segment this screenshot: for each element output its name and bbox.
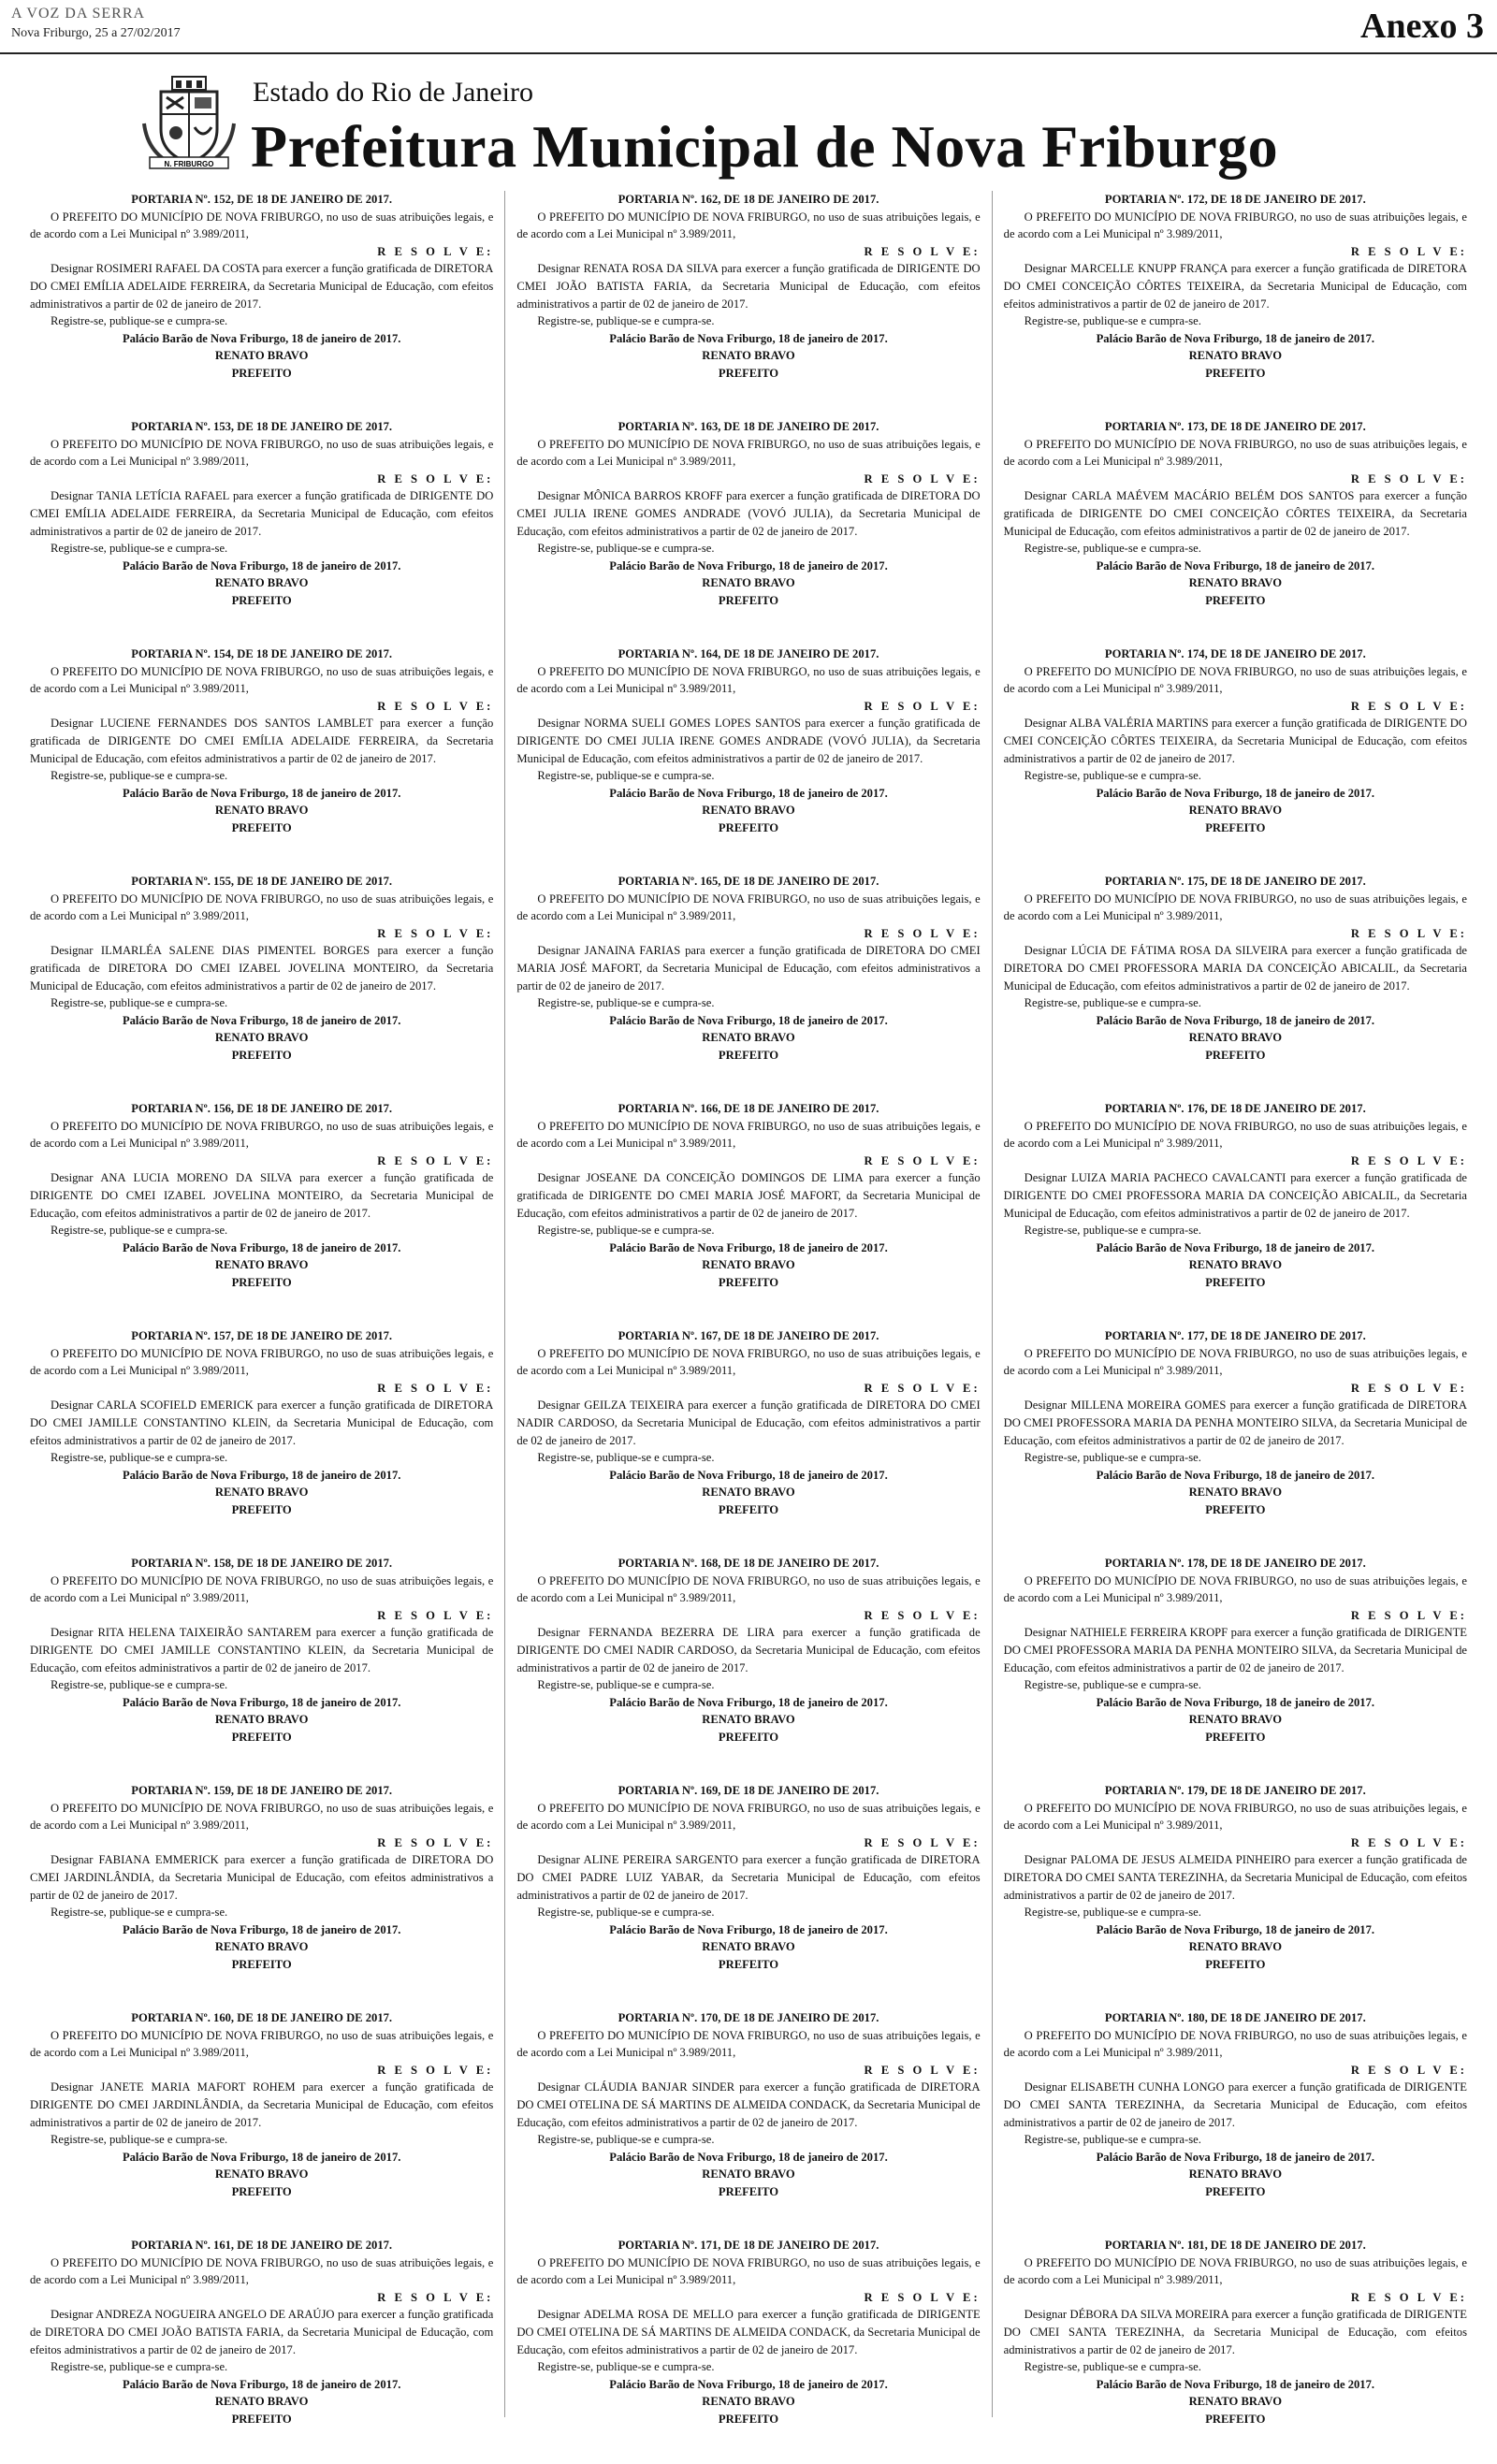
signer-role: PREFEITO (718, 1957, 779, 1971)
signer-role: PREFEITO (231, 820, 292, 834)
signer-role: PREFEITO (718, 1502, 779, 1516)
signer-role: PREFEITO (718, 2184, 779, 2198)
portaria-body: Designar LUCIENE FERNANDES DOS SANTOS LAMBLET para exercer a função gratificada de DIRIGENTE DO CMEI EMÍLIA ADELAIDE FERREIRA, da Secretaria Municipal de Educação, com efeitos administrativos a partir de 02 de janeiro de 2017. (30, 717, 494, 765)
resolve-label: R E S O L V E: (1350, 2063, 1467, 2077)
portaria-title: PORTARIA Nº. 167, DE 18 DE JANEIRO DE 2017. (618, 1329, 879, 1342)
portaria-block (516, 1100, 980, 1327)
portaria-body: Designar NATHIELE FERREIRA KROPF para exercer a função gratificada de DIRIGENTE DO CMEI PROFESSORA MARIA DA PENHA MONTEIRO SILVA, da Secretaria Municipal de Educação, com efeitos administrativos a partir de 02 de janeiro de 2017. (1003, 1626, 1467, 1674)
signer-role: PREFEITO (231, 1048, 292, 1062)
resolve-label: R E S O L V E: (1350, 244, 1467, 258)
portaria-intro: O PREFEITO DO MUNICÍPIO DE NOVA FRIBURGO, no uso de suas atribuições legais, e de acordo com a Lei Municipal nº 3.989/2011, (516, 1573, 981, 1605)
register-line: Registre-se, publique-se e cumpra-se. (1024, 314, 1201, 328)
portaria-body: Designar LUIZA MARIA PACHECO CAVALCANTI para exercer a função gratificada de DIRIGENTE DO CMEI PROFESSORA MARIA DA CONCEIÇÃO ABICALIL, da Secretaria Municipal de Educação, com efeitos administrativos a partir de 02 de janeiro de 2017. (1003, 1171, 1467, 1220)
palace-date-line: Palácio Barão de Nova Friburgo, 18 de janeiro de 2017. (1096, 558, 1375, 573)
signer-role: PREFEITO (1205, 1957, 1266, 1971)
portaria-title: PORTARIA Nº. 160, DE 18 DE JANEIRO DE 2017. (131, 2011, 393, 2024)
register-line: Registre-se, publique-se e cumpra-se. (1024, 1451, 1201, 1465)
resolve-label: R E S O L V E: (377, 1835, 494, 1849)
signer-role: PREFEITO (718, 820, 779, 834)
portaria-block (1004, 2009, 1467, 2237)
portaria-body: Designar ELISABETH CUNHA LONGO para exercer a função gratificada de DIRIGENTE DO CMEI SANTA TEREZINHA, da Secretaria Municipal de Educação, com efeitos administrativos a partir de 02 de janeiro de 2017. (1003, 2080, 1467, 2129)
portaria-title: PORTARIA Nº. 163, DE 18 DE JANEIRO DE 2017. (618, 420, 879, 433)
portaria-title: PORTARIA Nº. 156, DE 18 DE JANEIRO DE 2017. (131, 1102, 393, 1115)
signer-role: PREFEITO (1205, 366, 1266, 380)
portaria-body: Designar MÔNICA BARROS KROFF para exercer a função gratificada de DIRETORA DO CMEI JULIA IRENE GOMES ANDRADE (VOVÓ JULIA), da Secretaria Municipal de Educação, com efeitos administrativos a partir de 02 de janeiro de 2017. (516, 489, 981, 538)
portaria-block (30, 873, 493, 1100)
portaria-block (30, 1782, 493, 2009)
signer-name: RENATO BRAVO (1188, 1486, 1283, 1500)
register-line: Registre-se, publique-se e cumpra-se. (51, 1224, 228, 1238)
resolve-label: R E S O L V E: (864, 926, 981, 940)
resolve-label: R E S O L V E: (377, 1381, 494, 1395)
resolve-label: R E S O L V E: (864, 2290, 981, 2304)
register-line: Registre-se, publique-se e cumpra-se. (537, 314, 715, 328)
page-title: Prefeitura Municipal de Nova Friburgo (251, 113, 1279, 180)
portaria-body: Designar RENATA ROSA DA SILVA para exercer a função gratificada de DIRIGENTE DO CMEI JOÃO BATISTA FARIA, da Secretaria Municipal de Educação, com efeitos administrativos a partir de 02 de janeiro de 2017. (516, 262, 981, 311)
resolve-label: R E S O L V E: (864, 1381, 981, 1395)
portaria-block (1004, 1327, 1467, 1555)
signer-role: PREFEITO (231, 2184, 292, 2198)
signer-name: RENATO BRAVO (702, 1031, 795, 1045)
signer-name: RENATO BRAVO (1188, 576, 1283, 590)
palace-date-line: Palácio Barão de Nova Friburgo, 18 de janeiro de 2017. (609, 1695, 888, 1709)
register-line: Registre-se, publique-se e cumpra-se. (1024, 1678, 1201, 1692)
signer-name: RENATO BRAVO (702, 2395, 795, 2409)
register-line: Registre-se, publique-se e cumpra-se. (51, 2133, 228, 2147)
portaria-intro: O PREFEITO DO MUNICÍPIO DE NOVA FRIBURGO, no uso de suas atribuições legais, e de acordo com a Lei Municipal nº 3.989/2011, (30, 1346, 494, 1378)
portaria-body: Designar JANAINA FARIAS para exercer a função gratificada de DIRETORA DO CMEI MARIA JOSÉ MAFORT, da Secretaria Municipal de Educação, com efeitos administrativos a partir de 02 de janeiro de 2017. (516, 944, 981, 993)
signer-role: PREFEITO (718, 593, 779, 607)
signer-name: RENATO BRAVO (702, 2167, 795, 2181)
register-line: Registre-se, publique-se e cumpra-se. (51, 1451, 228, 1465)
register-line: Registre-se, publique-se e cumpra-se. (51, 996, 228, 1010)
register-line: Registre-se, publique-se e cumpra-se. (537, 1906, 715, 1920)
newspaper-header (0, 0, 1497, 54)
palace-date-line: Palácio Barão de Nova Friburgo, 18 de janeiro de 2017. (1096, 1240, 1375, 1254)
signer-role: PREFEITO (718, 366, 779, 380)
signer-role: PREFEITO (231, 1502, 292, 1516)
state-name: Estado do Rio de Janeiro (253, 77, 533, 108)
resolve-label: R E S O L V E: (864, 244, 981, 258)
resolve-label: R E S O L V E: (864, 471, 981, 486)
register-line: Registre-se, publique-se e cumpra-se. (51, 1678, 228, 1692)
palace-date-line: Palácio Barão de Nova Friburgo, 18 de janeiro de 2017. (609, 331, 888, 345)
portaria-title: PORTARIA Nº. 153, DE 18 DE JANEIRO DE 2017. (131, 420, 393, 433)
register-line: Registre-se, publique-se e cumpra-se. (51, 1906, 228, 1920)
signer-name: RENATO BRAVO (702, 1713, 795, 1727)
portaria-intro: O PREFEITO DO MUNICÍPIO DE NOVA FRIBURGO, no uso de suas atribuições legais, e de acordo com a Lei Municipal nº 3.989/2011, (1003, 1346, 1467, 1378)
portaria-title: PORTARIA Nº. 162, DE 18 DE JANEIRO DE 2017. (618, 193, 879, 206)
portaria-intro: O PREFEITO DO MUNICÍPIO DE NOVA FRIBURGO, no uso de suas atribuições legais, e de acordo com a Lei Municipal nº 3.989/2011, (516, 437, 981, 469)
portaria-block (1004, 191, 1467, 418)
portaria-intro: O PREFEITO DO MUNICÍPIO DE NOVA FRIBURGO, no uso de suas atribuições legais, e de acordo com a Lei Municipal nº 3.989/2011, (1003, 891, 1467, 923)
signer-name: RENATO BRAVO (702, 349, 795, 363)
palace-date-line: Palácio Barão de Nova Friburgo, 18 de janeiro de 2017. (122, 1240, 401, 1254)
resolve-label: R E S O L V E: (377, 926, 494, 940)
register-line: Registre-se, publique-se e cumpra-se. (537, 769, 715, 783)
portaria-title: PORTARIA Nº. 169, DE 18 DE JANEIRO DE 2017. (618, 1784, 879, 1797)
signer-name: RENATO BRAVO (702, 1258, 795, 1272)
portaria-block (1004, 1555, 1467, 1782)
signer-name: RENATO BRAVO (214, 2167, 309, 2181)
portaria-intro: O PREFEITO DO MUNICÍPIO DE NOVA FRIBURGO, no uso de suas atribuições legais, e de acordo com a Lei Municipal nº 3.989/2011, (1003, 437, 1467, 469)
portaria-block (30, 2009, 493, 2237)
resolve-label: R E S O L V E: (377, 2290, 494, 2304)
portaria-title: PORTARIA Nº. 171, DE 18 DE JANEIRO DE 2017. (618, 2239, 879, 2252)
portaria-intro: O PREFEITO DO MUNICÍPIO DE NOVA FRIBURGO, no uso de suas atribuições legais, e de acordo com a Lei Municipal nº 3.989/2011, (30, 210, 494, 241)
palace-date-line: Palácio Barão de Nova Friburgo, 18 de janeiro de 2017. (1096, 1695, 1375, 1709)
signer-name: RENATO BRAVO (214, 1713, 309, 1727)
resolve-label: R E S O L V E: (1350, 1153, 1467, 1167)
palace-date-line: Palácio Barão de Nova Friburgo, 18 de janeiro de 2017. (609, 1922, 888, 1936)
palace-date-line: Palácio Barão de Nova Friburgo, 18 de janeiro de 2017. (1096, 1013, 1375, 1027)
signer-name: RENATO BRAVO (702, 1486, 795, 1500)
portaria-block (516, 1327, 980, 1555)
palace-date-line: Palácio Barão de Nova Friburgo, 18 de janeiro de 2017. (1096, 1922, 1375, 1936)
portaria-intro: O PREFEITO DO MUNICÍPIO DE NOVA FRIBURGO, no uso de suas atribuições legais, e de acordo com a Lei Municipal nº 3.989/2011, (1003, 2255, 1467, 2287)
palace-date-line: Palácio Barão de Nova Friburgo, 18 de janeiro de 2017. (1096, 1468, 1375, 1482)
signer-name: RENATO BRAVO (214, 349, 309, 363)
signer-role: PREFEITO (1205, 1275, 1266, 1289)
resolve-label: R E S O L V E: (377, 471, 494, 486)
portaria-body: Designar JOSEANE DA CONCEIÇÃO DOMINGOS DE LIMA para exercer a função gratificada de DIRIGENTE DO CMEI MARIA JOSÉ MAFORT, da Secretaria Municipal de Educação, com efeitos administrativos a partir de 02 de janeiro de 2017. (516, 1171, 981, 1220)
portaria-intro: O PREFEITO DO MUNICÍPIO DE NOVA FRIBURGO, no uso de suas atribuições legais, e de acordo com a Lei Municipal nº 3.989/2011, (1003, 664, 1467, 696)
resolve-label: R E S O L V E: (1350, 699, 1467, 713)
portaria-intro: O PREFEITO DO MUNICÍPIO DE NOVA FRIBURGO, no uso de suas atribuições legais, e de acordo com a Lei Municipal nº 3.989/2011, (30, 1801, 494, 1833)
signer-role: PREFEITO (231, 1275, 292, 1289)
portaria-block (1004, 2237, 1467, 2464)
portaria-body: Designar CLÁUDIA BANJAR SINDER para exercer a função gratificada de DIRETORA DO CMEI OTELINA DE SÁ MARTINS DE ALMEIDA CONDACK, da Secretaria Municipal de Educação, com efeitos administrativos a partir de 02 de janeiro de 2017. (516, 2080, 981, 2129)
portaria-intro: O PREFEITO DO MUNICÍPIO DE NOVA FRIBURGO, no uso de suas atribuições legais, e de acordo com a Lei Municipal nº 3.989/2011, (30, 1573, 494, 1605)
portaria-body: Designar FERNANDA BEZERRA DE LIRA para exercer a função gratificada de DIRIGENTE DO CMEI NADIR CARDOSO, da Secretaria Municipal de Educação, com efeitos administrativos a partir de 02 de janeiro de 2017. (516, 1626, 981, 1674)
signer-name: RENATO BRAVO (1188, 2167, 1283, 2181)
signer-name: RENATO BRAVO (214, 1940, 309, 1954)
portaria-block (30, 1100, 493, 1327)
palace-date-line: Palácio Barão de Nova Friburgo, 18 de janeiro de 2017. (609, 1240, 888, 1254)
portaria-body: Designar DÉBORA DA SILVA MOREIRA para exercer a função gratificada de DIRIGENTE DO CMEI SANTA TEREZINHA, da Secretaria Municipal de Educação, com efeitos administrativos a partir de 02 de janeiro de 2017. (1003, 2308, 1467, 2356)
signer-name: RENATO BRAVO (1188, 1713, 1283, 1727)
signer-name: RENATO BRAVO (1188, 1031, 1283, 1045)
portaria-title: PORTARIA Nº. 174, DE 18 DE JANEIRO DE 2017. (1104, 647, 1366, 660)
signer-role: PREFEITO (231, 2412, 292, 2426)
portaria-title: PORTARIA Nº. 166, DE 18 DE JANEIRO DE 2017. (618, 1102, 879, 1115)
portaria-intro: O PREFEITO DO MUNICÍPIO DE NOVA FRIBURGO, no uso de suas atribuições legais, e de acordo com a Lei Municipal nº 3.989/2011, (1003, 210, 1467, 241)
register-line: Registre-se, publique-se e cumpra-se. (1024, 1906, 1201, 1920)
portaria-body: Designar LÚCIA DE FÁTIMA ROSA DA SILVEIRA para exercer a função gratificada de DIRETORA DO CMEI PROFESSORA MARIA DA CONCEIÇÃO ABICALIL, da Secretaria Municipal de Educação, com efeitos administrativos a partir de 02 de janeiro de 2017. (1003, 944, 1467, 993)
signer-name: RENATO BRAVO (214, 576, 309, 590)
portaria-body: Designar NORMA SUELI GOMES LOPES SANTOS para exercer a função gratificada de DIRIGENTE DO CMEI JULIA IRENE GOMES ANDRADE (VOVÓ JULIA), da Secretaria Municipal de Educação, com efeitos administrativos a partir de 02 de janeiro de 2017. (516, 717, 981, 765)
portaria-intro: O PREFEITO DO MUNICÍPIO DE NOVA FRIBURGO, no uso de suas atribuições legais, e de acordo com a Lei Municipal nº 3.989/2011, (516, 210, 981, 241)
resolve-label: R E S O L V E: (1350, 1835, 1467, 1849)
column-2 (504, 191, 991, 2426)
portaria-intro: O PREFEITO DO MUNICÍPIO DE NOVA FRIBURGO, no uso de suas atribuições legais, e de acordo com a Lei Municipal nº 3.989/2011, (30, 2255, 494, 2287)
portaria-body: Designar TANIA LETÍCIA RAFAEL para exercer a função gratificada de DIRIGENTE DO CMEI EMÍLIA ADELAIDE FERREIRA, da Secretaria Municipal de Educação, com efeitos administrativos a partir de 02 de janeiro de 2017. (30, 489, 494, 538)
portaria-body: Designar MILLENA MOREIRA GOMES para exercer a função gratificada de DIRETORA DO CMEI PROFESSORA MARIA DA PENHA MONTEIRO SILVA, da Secretaria Municipal de Educação, com efeitos administrativos a partir de 02 de janeiro de 2017. (1003, 1399, 1467, 1447)
palace-date-line: Palácio Barão de Nova Friburgo, 18 de janeiro de 2017. (122, 331, 401, 345)
signer-role: PREFEITO (718, 1048, 779, 1062)
portaria-title: PORTARIA Nº. 158, DE 18 DE JANEIRO DE 2017. (131, 1557, 393, 1570)
portaria-block (516, 645, 980, 873)
palace-date-line: Palácio Barão de Nova Friburgo, 18 de janeiro de 2017. (1096, 2377, 1375, 2391)
portaria-block (1004, 1100, 1467, 1327)
crest-caption: N. FRIBURGO (164, 160, 214, 168)
palace-date-line: Palácio Barão de Nova Friburgo, 18 de janeiro de 2017. (122, 1468, 401, 1482)
portaria-title: PORTARIA Nº. 157, DE 18 DE JANEIRO DE 2017. (131, 1329, 393, 1342)
register-line: Registre-se, publique-se e cumpra-se. (1024, 2360, 1201, 2374)
portaria-intro: O PREFEITO DO MUNICÍPIO DE NOVA FRIBURGO, no uso de suas atribuições legais, e de acordo com a Lei Municipal nº 3.989/2011, (516, 664, 981, 696)
palace-date-line: Palácio Barão de Nova Friburgo, 18 de janeiro de 2017. (1096, 786, 1375, 800)
register-line: Registre-se, publique-se e cumpra-se. (1024, 769, 1201, 783)
register-line: Registre-se, publique-se e cumpra-se. (51, 2360, 228, 2374)
portaria-title: PORTARIA Nº. 154, DE 18 DE JANEIRO DE 2017. (131, 647, 393, 660)
portaria-title: PORTARIA Nº. 172, DE 18 DE JANEIRO DE 2017. (1104, 193, 1366, 206)
palace-date-line: Palácio Barão de Nova Friburgo, 18 de janeiro de 2017. (122, 558, 401, 573)
portaria-title: PORTARIA Nº. 159, DE 18 DE JANEIRO DE 2017. (131, 1784, 393, 1797)
portaria-title: PORTARIA Nº. 181, DE 18 DE JANEIRO DE 2017. (1104, 2239, 1366, 2252)
resolve-label: R E S O L V E: (1350, 926, 1467, 940)
portaria-title: PORTARIA Nº. 170, DE 18 DE JANEIRO DE 2017. (618, 2011, 879, 2024)
signer-name: RENATO BRAVO (214, 1258, 309, 1272)
portaria-title: PORTARIA Nº. 179, DE 18 DE JANEIRO DE 2017. (1104, 1784, 1366, 1797)
signer-role: PREFEITO (231, 1957, 292, 1971)
portaria-title: PORTARIA Nº. 152, DE 18 DE JANEIRO DE 2017. (131, 193, 393, 206)
register-line: Registre-se, publique-se e cumpra-se. (537, 2133, 715, 2147)
portaria-block (516, 1555, 980, 1782)
signer-role: PREFEITO (1205, 820, 1266, 834)
signer-role: PREFEITO (718, 1730, 779, 1744)
portaria-title: PORTARIA Nº. 161, DE 18 DE JANEIRO DE 2017. (131, 2239, 393, 2252)
portaria-block (30, 418, 493, 645)
portaria-block (30, 1327, 493, 1555)
palace-date-line: Palácio Barão de Nova Friburgo, 18 de janeiro de 2017. (1096, 331, 1375, 345)
portaria-title: PORTARIA Nº. 175, DE 18 DE JANEIRO DE 2017. (1104, 875, 1366, 888)
resolve-label: R E S O L V E: (377, 1608, 494, 1622)
portaria-body: Designar ROSIMERI RAFAEL DA COSTA para exercer a função gratificada de DIRETORA DO CMEI EMÍLIA ADELAIDE FERREIRA, da Secretaria Municipal de Educação, com efeitos administrativos a partir de 02 de janeiro de 2017. (30, 262, 494, 311)
signer-role: PREFEITO (231, 1730, 292, 1744)
portaria-title: PORTARIA Nº. 177, DE 18 DE JANEIRO DE 2017. (1104, 1329, 1366, 1342)
resolve-label: R E S O L V E: (864, 1608, 981, 1622)
column-3 (992, 191, 1478, 2426)
portaria-title: PORTARIA Nº. 164, DE 18 DE JANEIRO DE 2017. (618, 647, 879, 660)
portaria-block (516, 2237, 980, 2464)
portaria-intro: O PREFEITO DO MUNICÍPIO DE NOVA FRIBURGO, no uso de suas atribuições legais, e de acordo com a Lei Municipal nº 3.989/2011, (1003, 1573, 1467, 1605)
portaria-intro: O PREFEITO DO MUNICÍPIO DE NOVA FRIBURGO, no uso de suas atribuições legais, e de acordo com a Lei Municipal nº 3.989/2011, (516, 2028, 981, 2060)
portaria-intro: O PREFEITO DO MUNICÍPIO DE NOVA FRIBURGO, no uso de suas atribuições legais, e de acordo com a Lei Municipal nº 3.989/2011, (516, 1346, 981, 1378)
resolve-label: R E S O L V E: (377, 699, 494, 713)
portaria-body: Designar CARLA MAÉVEM MACÁRIO BELÉM DOS SANTOS para exercer a função gratificada de DIRIGENTE DO CMEI CONCEIÇÃO CÔRTES TEIXEIRA, da Secretaria Municipal de Educação, com efeitos administrativos a partir de 02 de janeiro de 2017. (1003, 489, 1467, 538)
signer-name: RENATO BRAVO (214, 804, 309, 818)
palace-date-line: Palácio Barão de Nova Friburgo, 18 de janeiro de 2017. (122, 1695, 401, 1709)
palace-date-line: Palácio Barão de Nova Friburgo, 18 de janeiro de 2017. (609, 2377, 888, 2391)
register-line: Registre-se, publique-se e cumpra-se. (1024, 1224, 1201, 1238)
resolve-label: R E S O L V E: (1350, 471, 1467, 486)
resolve-label: R E S O L V E: (377, 1153, 494, 1167)
register-line: Registre-se, publique-se e cumpra-se. (51, 314, 228, 328)
resolve-label: R E S O L V E: (1350, 2290, 1467, 2304)
register-line: Registre-se, publique-se e cumpra-se. (1024, 2133, 1201, 2147)
signer-role: PREFEITO (1205, 1502, 1266, 1516)
portaria-body: Designar GEILZA TEIXEIRA para exercer a função gratificada de DIRETORA DO CMEI NADIR CARDOSO, da Secretaria Municipal de Educação, com efeitos administrativos a partir de 02 de janeiro de 2017. (516, 1399, 981, 1447)
column-1 (19, 191, 504, 2426)
palace-date-line: Palácio Barão de Nova Friburgo, 18 de janeiro de 2017. (609, 558, 888, 573)
register-line: Registre-se, publique-se e cumpra-se. (537, 1451, 715, 1465)
palace-date-line: Palácio Barão de Nova Friburgo, 18 de janeiro de 2017. (122, 2150, 401, 2164)
resolve-label: R E S O L V E: (1350, 1608, 1467, 1622)
portaria-block (1004, 1782, 1467, 2009)
signer-name: RENATO BRAVO (702, 804, 795, 818)
signer-name: RENATO BRAVO (1188, 1258, 1283, 1272)
resolve-label: R E S O L V E: (864, 2063, 981, 2077)
signer-role: PREFEITO (231, 593, 292, 607)
portaria-title: PORTARIA Nº. 180, DE 18 DE JANEIRO DE 2017. (1104, 2011, 1366, 2024)
portaria-intro: O PREFEITO DO MUNICÍPIO DE NOVA FRIBURGO, no uso de suas atribuições legais, e de acordo com a Lei Municipal nº 3.989/2011, (1003, 2028, 1467, 2060)
portaria-title: PORTARIA Nº. 168, DE 18 DE JANEIRO DE 2017. (618, 1557, 879, 1570)
portaria-body: Designar CARLA SCOFIELD EMERICK para exercer a função gratificada de DIRETORA DO CMEI JAMILLE CONSTANTINO KLEIN, da Secretaria Municipal de Educação, com efeitos administrativos a partir de 02 de janeiro de 2017. (30, 1399, 494, 1447)
palace-date-line: Palácio Barão de Nova Friburgo, 18 de janeiro de 2017. (122, 786, 401, 800)
resolve-label: R E S O L V E: (1350, 1381, 1467, 1395)
edition-date: Nova Friburgo, 25 a 27/02/2017 (11, 26, 181, 40)
palace-date-line: Palácio Barão de Nova Friburgo, 18 de janeiro de 2017. (1096, 2150, 1375, 2164)
portaria-block (30, 1555, 493, 1782)
register-line: Registre-se, publique-se e cumpra-se. (537, 542, 715, 556)
portaria-intro: O PREFEITO DO MUNICÍPIO DE NOVA FRIBURGO, no uso de suas atribuições legais, e de acordo com a Lei Municipal nº 3.989/2011, (516, 1801, 981, 1833)
register-line: Registre-se, publique-se e cumpra-se. (537, 1224, 715, 1238)
portaria-intro: O PREFEITO DO MUNICÍPIO DE NOVA FRIBURGO, no uso de suas atribuições legais, e de acordo com a Lei Municipal nº 3.989/2011, (1003, 1801, 1467, 1833)
resolve-label: R E S O L V E: (864, 699, 981, 713)
palace-date-line: Palácio Barão de Nova Friburgo, 18 de janeiro de 2017. (609, 786, 888, 800)
signer-name: RENATO BRAVO (1188, 349, 1283, 363)
portaria-block (30, 2237, 493, 2464)
palace-date-line: Palácio Barão de Nova Friburgo, 18 de janeiro de 2017. (609, 1468, 888, 1482)
register-line: Registre-se, publique-se e cumpra-se. (537, 996, 715, 1010)
portaria-block (30, 191, 493, 418)
signer-name: RENATO BRAVO (702, 576, 795, 590)
register-line: Registre-se, publique-se e cumpra-se. (1024, 542, 1201, 556)
resolve-label: R E S O L V E: (377, 2063, 494, 2077)
signer-name: RENATO BRAVO (1188, 2395, 1283, 2409)
portaria-block (516, 418, 980, 645)
portaria-intro: O PREFEITO DO MUNICÍPIO DE NOVA FRIBURGO, no uso de suas atribuições legais, e de acordo com a Lei Municipal nº 3.989/2011, (516, 1119, 981, 1151)
portaria-block (516, 2009, 980, 2237)
portaria-intro: O PREFEITO DO MUNICÍPIO DE NOVA FRIBURGO, no uso de suas atribuições legais, e de acordo com a Lei Municipal nº 3.989/2011, (30, 664, 494, 696)
portaria-intro: O PREFEITO DO MUNICÍPIO DE NOVA FRIBURGO, no uso de suas atribuições legais, e de acordo com a Lei Municipal nº 3.989/2011, (30, 437, 494, 469)
palace-date-line: Palácio Barão de Nova Friburgo, 18 de janeiro de 2017. (122, 1013, 401, 1027)
resolve-label: R E S O L V E: (377, 244, 494, 258)
register-line: Registre-se, publique-se e cumpra-se. (51, 542, 228, 556)
portaria-block (1004, 418, 1467, 645)
signer-role: PREFEITO (1205, 2412, 1266, 2426)
signer-name: RENATO BRAVO (1188, 1940, 1283, 1954)
signer-role: PREFEITO (718, 1275, 779, 1289)
portaria-body: Designar JANETE MARIA MAFORT ROHEM para exercer a função gratificada de DIRIGENTE DO CMEI JARDINLÂNDIA, da Secretaria Municipal de Educação, com efeitos administrativos a partir de 02 de janeiro de 2017. (30, 2080, 494, 2129)
portaria-intro: O PREFEITO DO MUNICÍPIO DE NOVA FRIBURGO, no uso de suas atribuições legais, e de acordo com a Lei Municipal nº 3.989/2011, (30, 2028, 494, 2060)
palace-date-line: Palácio Barão de Nova Friburgo, 18 de janeiro de 2017. (122, 2377, 401, 2391)
register-line: Registre-se, publique-se e cumpra-se. (1024, 996, 1201, 1010)
annex-label: Anexo 3 (1360, 7, 1484, 46)
palace-date-line: Palácio Barão de Nova Friburgo, 18 de janeiro de 2017. (122, 1922, 401, 1936)
portaria-body: Designar ALINE PEREIRA SARGENTO para exercer a função gratificada de DIRETORA DO CMEI PADRE LUIZ YABAR, da Secretaria Municipal de Educação, com efeitos administrativos a partir de 02 de janeiro de 2017. (516, 1853, 981, 1902)
signer-role: PREFEITO (231, 366, 292, 380)
resolve-label: R E S O L V E: (864, 1835, 981, 1849)
signer-role: PREFEITO (1205, 593, 1266, 607)
portaria-title: PORTARIA Nº. 165, DE 18 DE JANEIRO DE 2017. (618, 875, 879, 888)
portaria-block (516, 1782, 980, 2009)
resolve-label: R E S O L V E: (864, 1153, 981, 1167)
signer-role: PREFEITO (718, 2412, 779, 2426)
portaria-body: Designar RITA HELENA TAIXEIRÃO SANTAREM para exercer a função gratificada de DIRIGENTE DO CMEI JAMILLE CONSTANTINO KLEIN, da Secretaria Municipal de Educação, com efeitos administrativos a partir de 02 de janeiro de 2017. (30, 1626, 494, 1674)
portaria-body: Designar PALOMA DE JESUS ALMEIDA PINHEIRO para exercer a função gratificada de DIRETORA DO CMEI SANTA TEREZINHA, da Secretaria Municipal de Educação, com efeitos administrativos a partir de 02 de janeiro de 2017. (1003, 1853, 1467, 1902)
portaria-title: PORTARIA Nº. 176, DE 18 DE JANEIRO DE 2017. (1104, 1102, 1366, 1115)
portaria-intro: O PREFEITO DO MUNICÍPIO DE NOVA FRIBURGO, no uso de suas atribuições legais, e de acordo com a Lei Municipal nº 3.989/2011, (30, 891, 494, 923)
signer-role: PREFEITO (1205, 2184, 1266, 2198)
portaria-title: PORTARIA Nº. 155, DE 18 DE JANEIRO DE 2017. (131, 875, 393, 888)
portaria-intro: O PREFEITO DO MUNICÍPIO DE NOVA FRIBURGO, no uso de suas atribuições legais, e de acordo com a Lei Municipal nº 3.989/2011, (516, 2255, 981, 2287)
masthead (0, 62, 1497, 181)
signer-role: PREFEITO (1205, 1048, 1266, 1062)
newspaper-name: A VOZ DA SERRA (11, 6, 146, 22)
portaria-body: Designar ANA LUCIA MORENO DA SILVA para exercer a função gratificada de DIRIGENTE DO CMEI IZABEL JOVELINA MONTEIRO, da Secretaria Municipal de Educação, com efeitos administrativos a partir de 02 de janeiro de 2017. (30, 1171, 494, 1220)
portaria-intro: O PREFEITO DO MUNICÍPIO DE NOVA FRIBURGO, no uso de suas atribuições legais, e de acordo com a Lei Municipal nº 3.989/2011, (30, 1119, 494, 1151)
portaria-block (516, 191, 980, 418)
portaria-body: Designar FABIANA EMMERICK para exercer a função gratificada de DIRETORA DO CMEI JARDINLÂNDIA, da Secretaria Municipal de Educação, com efeitos administrativos a partir de 02 de janeiro de 2017. (30, 1853, 494, 1902)
portaria-intro: O PREFEITO DO MUNICÍPIO DE NOVA FRIBURGO, no uso de suas atribuições legais, e de acordo com a Lei Municipal nº 3.989/2011, (516, 891, 981, 923)
portaria-block (1004, 645, 1467, 873)
signer-name: RENATO BRAVO (702, 1940, 795, 1954)
portaria-title: PORTARIA Nº. 173, DE 18 DE JANEIRO DE 2017. (1104, 420, 1366, 433)
portaria-body: Designar MARCELLE KNUPP FRANÇA para exercer a função gratificada de DIRETORA DO CMEI CONCEIÇÃO CÔRTES TEIXEIRA, da Secretaria Municipal de Educação, com efeitos administrativos a partir de 02 de janeiro de 2017. (1003, 262, 1467, 311)
portaria-body: Designar ILMARLÉA SALENE DIAS PIMENTEL BORGES para exercer a função gratificada de DIRETORA DO CMEI IZABEL JOVELINA MONTEIRO, da Secretaria Municipal de Educação, com efeitos administrativos a partir de 02 de janeiro de 2017. (30, 944, 494, 993)
portaria-body: Designar ADELMA ROSA DE MELLO para exercer a função gratificada de DIRIGENTE DO CMEI OTELINA DE SÁ MARTINS DE ALMEIDA CONDACK, da Secretaria Municipal de Educação, com efeitos administrativos a partir de 02 de janeiro de 2017. (516, 2308, 981, 2356)
palace-date-line: Palácio Barão de Nova Friburgo, 18 de janeiro de 2017. (609, 2150, 888, 2164)
portaria-block (516, 873, 980, 1100)
portaria-block (1004, 873, 1467, 1100)
signer-name: RENATO BRAVO (1188, 804, 1283, 818)
portaria-body: Designar ANDREZA NOGUEIRA ANGELO DE ARAÚJO para exercer a função gratificada de DIRETORA DO CMEI JOÃO BATISTA FARIA, da Secretaria Municipal de Educação, com efeitos administrativos a partir de 02 de janeiro de 2017. (30, 2308, 494, 2356)
palace-date-line: Palácio Barão de Nova Friburgo, 18 de janeiro de 2017. (609, 1013, 888, 1027)
register-line: Registre-se, publique-se e cumpra-se. (537, 2360, 715, 2374)
portaria-block (30, 645, 493, 873)
signer-role: PREFEITO (1205, 1730, 1266, 1744)
portarias-columns (19, 191, 1478, 2426)
portaria-title: PORTARIA Nº. 178, DE 18 DE JANEIRO DE 2017. (1104, 1557, 1366, 1570)
signer-name: RENATO BRAVO (214, 2395, 309, 2409)
portaria-body: Designar ALBA VALÉRIA MARTINS para exercer a função gratificada de DIRIGENTE DO CMEI CONCEIÇÃO CÔRTES TEIXEIRA, da Secretaria Municipal de Educação, com efeitos administrativos a partir de 02 de janeiro de 2017. (1003, 717, 1467, 765)
signer-name: RENATO BRAVO (214, 1486, 309, 1500)
portaria-intro: O PREFEITO DO MUNICÍPIO DE NOVA FRIBURGO, no uso de suas atribuições legais, e de acordo com a Lei Municipal nº 3.989/2011, (1003, 1119, 1467, 1151)
signer-name: RENATO BRAVO (214, 1031, 309, 1045)
register-line: Registre-se, publique-se e cumpra-se. (537, 1678, 715, 1692)
register-line: Registre-se, publique-se e cumpra-se. (51, 769, 228, 783)
coat-of-arms-icon (140, 75, 238, 172)
